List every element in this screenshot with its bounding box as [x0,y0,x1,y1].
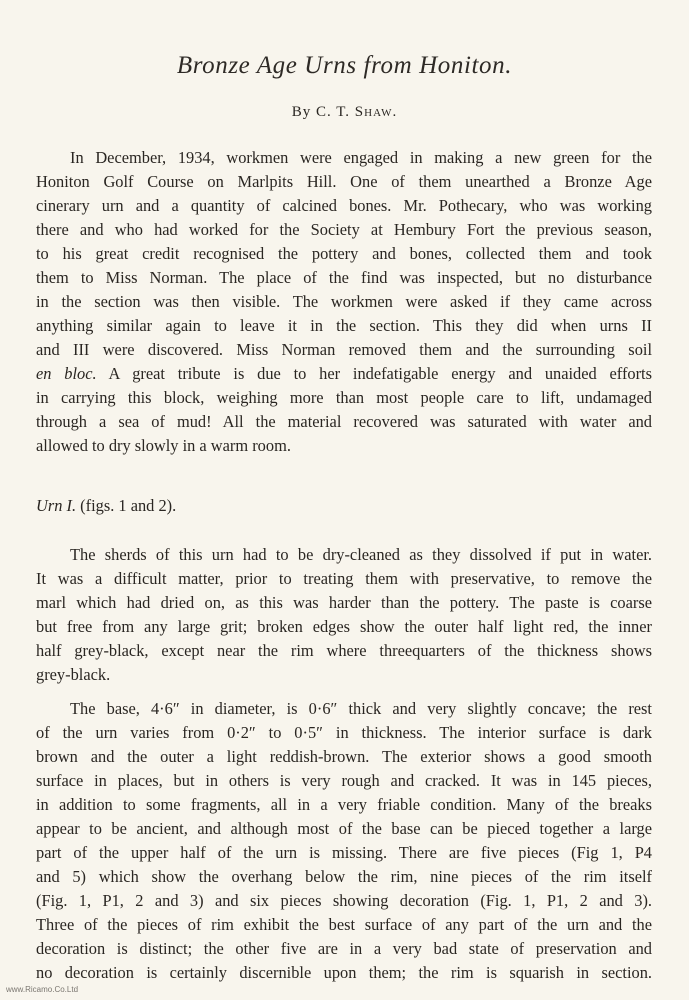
paragraph-line: Three of the pieces of rim exhibit the best surface of any part of the urn and the [36,915,652,934]
paragraph-line: grey-black. [36,665,111,684]
paragraph-line: cinerary urn and a quantity of calcined bones. Mr. Pothecary, who was working [36,196,652,215]
article-title: Bronze Age Urns from Honiton. [176,52,513,79]
paragraph-line: (Fig. 1, P1, 2 and 3) and six pieces showing decoration (Fig. 1, P1, 2 and 3). [36,891,652,910]
section-heading [36,494,176,518]
paragraph-line: The sherds of this urn had to be dry-cleaned as they dissolved if put in water. [70,545,652,564]
byline-prefix: By C. T. [291,104,355,120]
paragraph-line: brown and the outer a light reddish-brown. The exterior shows a good smooth [36,747,652,766]
paragraph-line: there and who had worked for the Society at Hembury Fort the previous season, [36,220,652,239]
paragraph-line: marl which had dried on, as this was harder than the pottery. The paste is coarse [36,593,652,612]
paragraph-line: decoration is distinct; the other five are in a very bad state of preservation and [36,939,652,958]
paragraph-line: It was a difficult matter, prior to treating them with preservative, to remove the [36,569,652,588]
line-rest: A great tribute is due to her indefatigable energy and unaided efforts [96,364,652,383]
paragraph-line: appear to be ancient, and although most of the base can be pieced together a large [36,819,652,838]
paragraph-line: The base, 4·6″ in diameter, is 0·6″ thick and very slightly concave; the rest [70,699,652,718]
paragraph-line: and III were discovered. Miss Norman removed them and the surrounding soil [36,340,652,359]
paragraph-line: anything similar again to leave it in the section. This they did when urns II [36,316,652,335]
heading-rest: (figs. 1 and 2). [76,496,177,515]
paragraph-line: and 5) which show the overhang below the rim, nine pieces of the rim itself [36,867,652,886]
heading-italic: Urn I. [36,496,77,515]
paragraph-line: Honiton Golf Course on Marlpits Hill. One of them unearthed a Bronze Age [36,172,652,191]
paragraph-line: in carrying this block, weighing more than most people care to lift, undamaged [36,388,652,407]
paragraph-line: in addition to some fragments, all in a very friable condition. Many of the breaks [36,795,652,814]
paragraph-line: part of the upper half of the urn is missing. There are five pieces (Fig 1, P4 [36,843,652,862]
paragraph-line: of the urn varies from 0·2″ to 0·5″ in thickness. The interior surface is dark [36,723,652,742]
paragraph-line: but free from any large grit; broken edges show the outer half light red, the inner [36,617,652,636]
paragraph-line: allowed to dry slowly in a warm room. [36,436,291,455]
byline [0,104,689,121]
paragraph-line: to his great credit recognised the pottery and bones, collected them and took [36,244,652,263]
byline-author: Shaw. [354,104,398,120]
paragraph-line: through a sea of mud! All the material recovered was saturated with water and [36,412,652,431]
paragraph-line: no decoration is certainly discernible upon them; the rim is squarish in section. [36,963,652,982]
watermark: www.Ricamo.Co.Ltd [6,985,79,994]
paragraph-line: in the section was then visible. The workmen were asked if they came across [36,292,652,311]
paragraph-line: them to Miss Norman. The place of the find was inspected, but no disturbance [36,268,652,287]
paragraph-line: surface in places, but in others is very rough and cracked. It was in 145 pieces, [36,771,652,790]
paragraph-line [36,362,652,386]
paragraph-line: In December, 1934, workmen were engaged in making a new green for the [70,148,652,167]
italic-phrase: en bloc. [36,364,97,383]
paragraph-line: half grey-black, except near the rim where threequarters of the thickness shows [36,641,652,660]
